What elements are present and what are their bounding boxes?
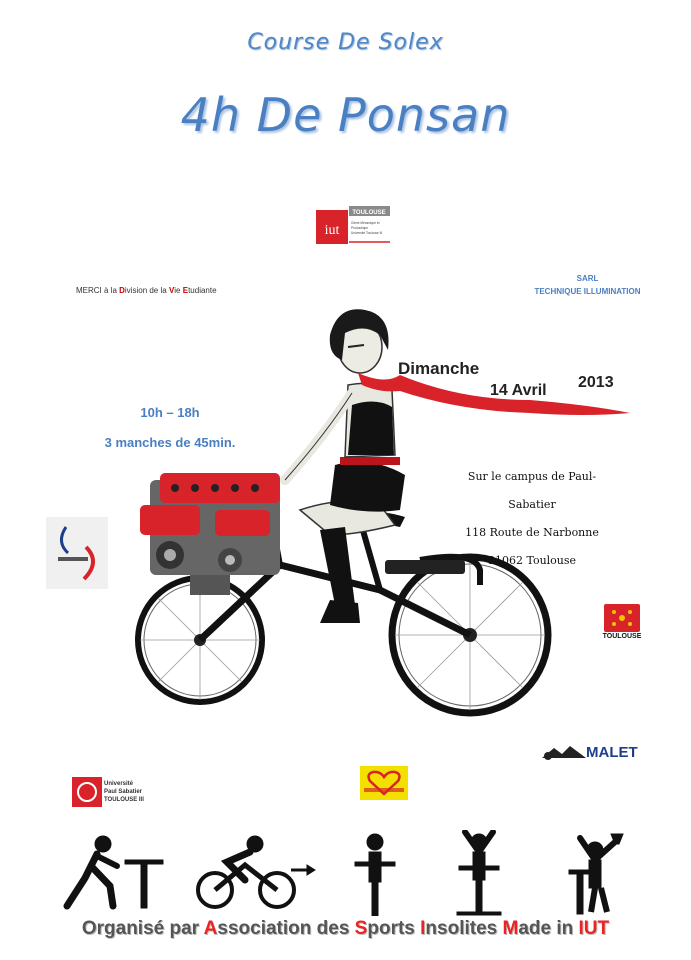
thanks-note [76, 286, 217, 295]
thanks-ie: ie [174, 286, 183, 295]
footer-p5: ade in [518, 918, 579, 939]
iut-logo-line1: Génie Mécanique et [351, 221, 380, 225]
address-line1: Sur le campus de Paul-Sabatier [467, 470, 597, 511]
poster-title: 4h De Ponsan [180, 88, 511, 142]
iut-logo-line2: Productique [351, 226, 369, 230]
organizer-footer [0, 918, 691, 940]
sponsor-sarl-line1: SARL [576, 274, 599, 283]
sponsor-sarl [520, 272, 655, 298]
event-year: 2013 [578, 374, 614, 391]
footer-p2: ssociation des [217, 918, 355, 939]
thanks-ivision: ivision de la [124, 286, 169, 295]
poster-subtitle: Course De Solex [247, 30, 444, 55]
footer-p4: nsolites [425, 918, 503, 939]
event-date: 14 Avril [490, 382, 547, 399]
footer-m: M [502, 918, 519, 939]
malet-logo-label: MALET [586, 744, 638, 761]
ups-logo-text [104, 780, 150, 804]
address-line2: 118 Route de Narbonne [465, 526, 599, 539]
footer-p1: Organisé par [81, 918, 204, 939]
event-day: Dimanche [398, 359, 480, 378]
sponsor-sarl-line2: TECHNIQUE ILLUMINATION [534, 287, 641, 296]
ups-line3: TOULOUSE III [104, 797, 144, 803]
footer-p3: ports [367, 918, 421, 939]
toulouse-logo-label: TOULOUSE [602, 633, 642, 640]
iut-toulouse-logo [316, 206, 390, 246]
footer-iut: IUT [578, 918, 610, 939]
thanks-prefix: MERCI à la [76, 286, 120, 295]
address-line3: 31062 Toulouse [487, 554, 577, 567]
iut-logo-brand: iut [324, 223, 340, 238]
thanks-e: E [182, 286, 189, 295]
ups-line1: Université [104, 781, 134, 787]
footer-a: A [203, 918, 218, 939]
schedule-rounds: 3 manches de 45min. [104, 435, 236, 450]
toulouse-cross-logo [604, 604, 640, 632]
sport-pictograms [55, 830, 645, 916]
iut-logo-city: TOULOUSE [352, 210, 386, 216]
thanks-tudiante: tudiante [188, 286, 217, 295]
iut-logo-line3: Université Toulouse III [351, 231, 383, 235]
ups-logo-mark [72, 777, 102, 807]
footer-i: I [420, 918, 426, 939]
schedule-hours: 10h – 18h [140, 405, 200, 420]
ups-line2: Paul Sabatier [104, 789, 143, 795]
malet-logo-mark [542, 742, 586, 762]
sport-association-logo [46, 517, 108, 589]
thanks-v: V [168, 286, 175, 295]
thanks-d: D [119, 286, 125, 295]
event-address [452, 463, 612, 575]
footer-s: S [354, 918, 368, 939]
heart-sponsor-logo [360, 766, 408, 800]
